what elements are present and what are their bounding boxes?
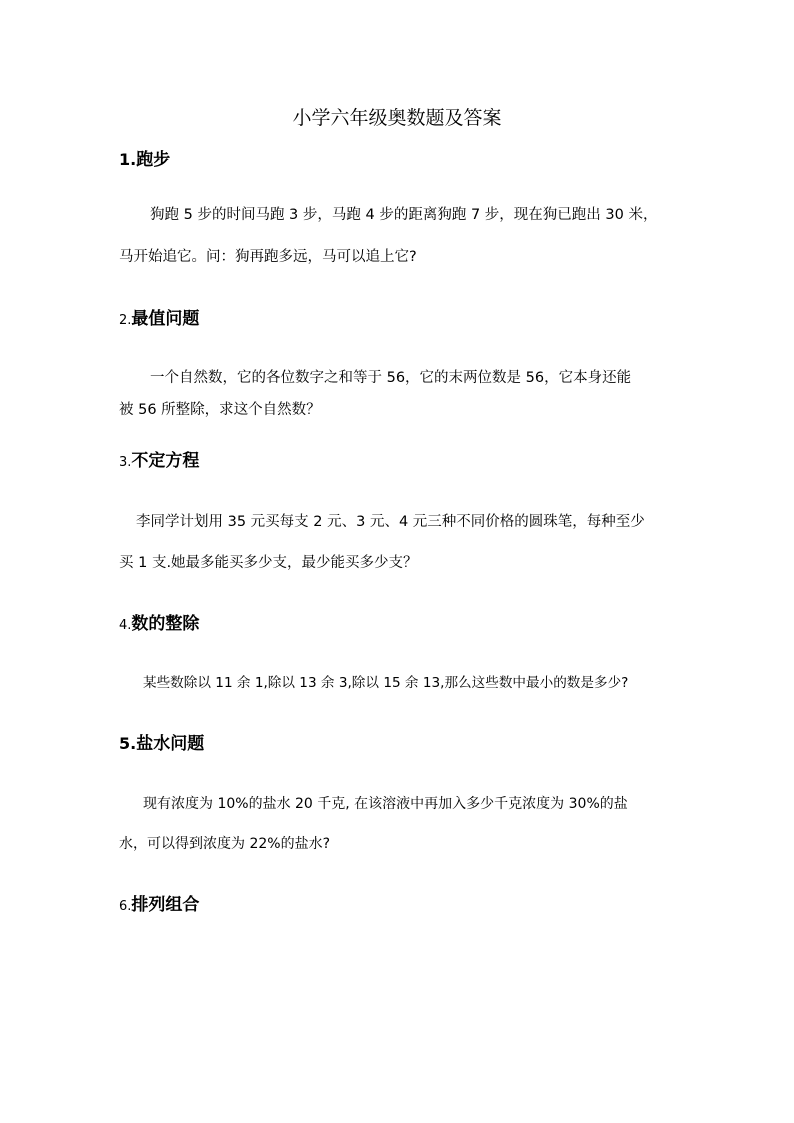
section-heading-1 bbox=[119, 147, 170, 173]
section-title: 数的整除 bbox=[131, 614, 200, 634]
section-number: 2. bbox=[119, 313, 132, 328]
section-title: 排列组合 bbox=[131, 895, 200, 915]
paragraph-line: 被 56 所整除，求这个自然数？ bbox=[119, 402, 321, 418]
paragraph-line: 狗跑 5 步的时间马跑 3 步，马跑 4 步的距离狗跑 7 步，现在狗已跑出 30 米， bbox=[150, 207, 658, 223]
section-number: 1. bbox=[119, 150, 137, 169]
section-heading-4 bbox=[119, 611, 199, 639]
section-number: 5. bbox=[119, 734, 137, 753]
paragraph-line: 一个自然数，它的各位数字之和等于 56，它的末两位数是 56，它本身还能 bbox=[150, 370, 632, 386]
section-heading-3 bbox=[119, 448, 199, 476]
section-number: 4. bbox=[119, 618, 132, 633]
section-title: 跑步 bbox=[136, 150, 171, 170]
document-title: 小学六年级奥数题及答案 bbox=[292, 107, 502, 129]
section-heading-2 bbox=[119, 306, 199, 334]
section-number: 6. bbox=[119, 899, 132, 914]
section-heading-5 bbox=[119, 731, 204, 757]
paragraph-line: 现有浓度为 10%的盐水 20 千克, 在该溶液中再加入多少千克浓度为 30%的盐 bbox=[143, 796, 628, 812]
paragraph-line: 李同学计划用 35 元买每支 2 元、3 元、4 元三种不同价格的圆珠笔，每种至少 bbox=[136, 514, 645, 530]
paragraph-line: 水，可以得到浓度为 22%的盐水? bbox=[119, 836, 330, 852]
paragraph-line: 马开始追它。问：狗再跑多远，马可以追上它? bbox=[119, 249, 417, 265]
section-title: 最值问题 bbox=[131, 309, 200, 329]
paragraph-line: 某些数除以 11 余 1,除以 13 余 3,除以 15 余 13,那么这些数中最小的数是多少? bbox=[143, 675, 629, 691]
section-number: 3. bbox=[119, 455, 132, 470]
section-heading-6 bbox=[119, 892, 199, 920]
paragraph-line: 买 1 支.她最多能买多少支，最少能买多少支？ bbox=[119, 555, 418, 571]
section-title: 盐水问题 bbox=[136, 734, 205, 754]
section-title: 不定方程 bbox=[131, 451, 200, 471]
